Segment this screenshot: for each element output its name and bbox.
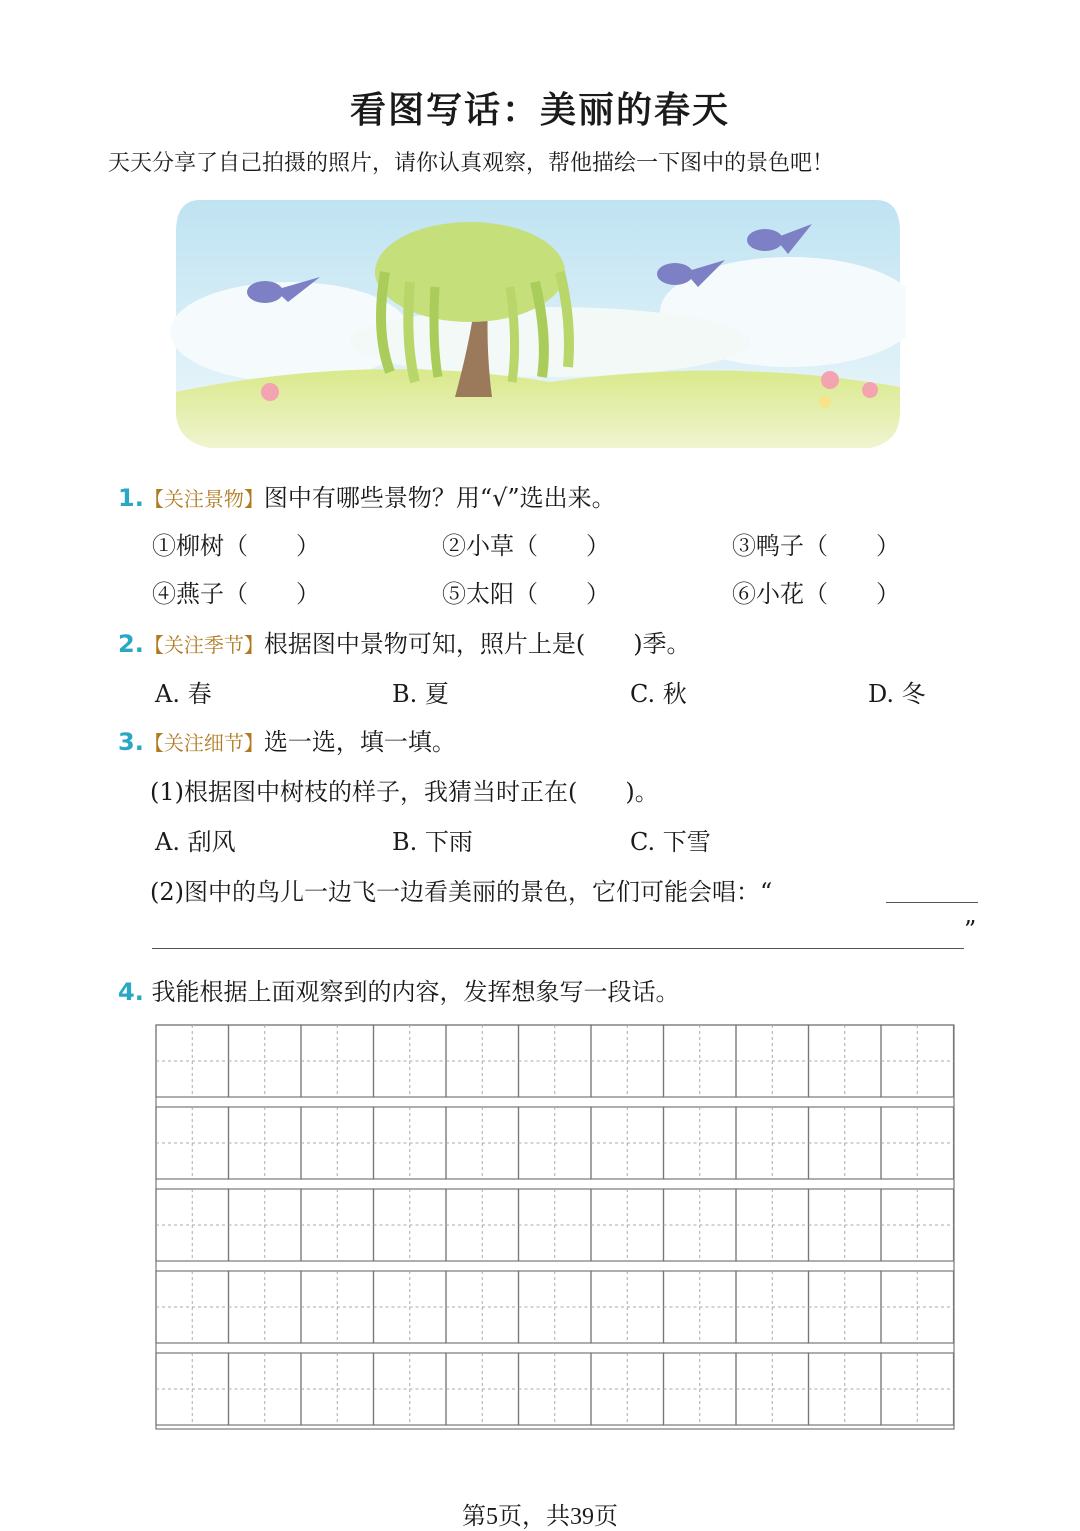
question-3 (118, 722, 456, 757)
intro-text: 天天分享了自己拍摄的照片，请你认真观察，帮他描绘一下图中的景色吧！ (108, 151, 835, 176)
answer-blank[interactable] (152, 948, 964, 949)
page-title: 看图写话：美丽的春天 (349, 89, 730, 131)
grid-row[interactable] (156, 1271, 954, 1343)
option[interactable]: C. 下雪 (630, 828, 711, 856)
flower-icon (821, 371, 839, 389)
page-footer: 第5页，共39页 (462, 1504, 618, 1530)
option[interactable]: ⑥小花（ ） (732, 580, 900, 608)
question-text: 选一选，填一填。 (263, 728, 456, 756)
sub-question-1: (1)根据图中树枝的样子，我猜当时正在( )。 (150, 778, 659, 806)
option[interactable]: ③鸭子（ ） (732, 532, 900, 560)
question-text: 我能根据上面观察到的内容，发挥想象写一段话。 (151, 978, 680, 1006)
option[interactable]: ⑤太阳（ ） (442, 580, 610, 608)
question-1 (118, 478, 616, 513)
question-text: 图中有哪些景物？用“√”选出来。 (263, 484, 616, 512)
flower-icon (862, 382, 878, 398)
grid-row[interactable] (156, 1107, 954, 1179)
closing-quote: ” (964, 916, 977, 944)
question-tag: 【关注细节】 (143, 731, 264, 755)
question-2 (118, 624, 691, 659)
sub-question-2: (2)图中的鸟儿一边飞一边看美丽的景色，它们可能会唱：“ (150, 878, 773, 906)
grid-row[interactable] (156, 1353, 954, 1425)
question-number: 4. (118, 978, 144, 1006)
option[interactable]: B. 下雨 (392, 828, 473, 856)
grid-row[interactable] (156, 1189, 954, 1261)
answer-blank[interactable] (886, 902, 978, 903)
writing-grid[interactable] (155, 1024, 955, 1430)
option[interactable]: ①柳树（ ） (152, 532, 320, 560)
option[interactable]: ④燕子（ ） (152, 580, 320, 608)
option[interactable]: A. 刮风 (155, 828, 236, 856)
question-number: 1. (118, 484, 144, 512)
question-text: 根据图中景物可知，照片上是( )季。 (263, 630, 691, 658)
flower-icon (819, 396, 831, 408)
option[interactable]: ②小草（ ） (442, 532, 610, 560)
option[interactable]: C. 秋 (630, 680, 687, 708)
question-number: 2. (118, 630, 144, 658)
question-4 (118, 972, 679, 1007)
question-tag: 【关注景物】 (143, 487, 264, 511)
spring-illustration (170, 192, 906, 454)
option[interactable]: D. 冬 (868, 680, 926, 708)
option[interactable]: A. 春 (155, 680, 212, 708)
grid-row[interactable] (156, 1025, 954, 1097)
meadow (176, 369, 900, 448)
flower-icon (261, 383, 279, 401)
question-number: 3. (118, 728, 144, 756)
option[interactable]: B. 夏 (392, 680, 449, 708)
question-tag: 【关注季节】 (143, 633, 264, 657)
